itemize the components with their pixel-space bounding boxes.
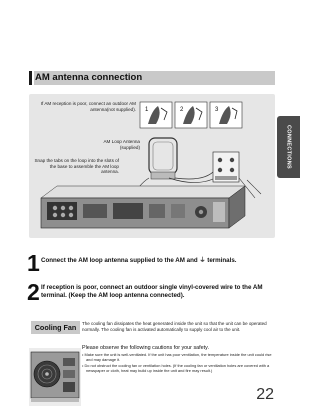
cooling-caution-bullet: • Do not obstruct the cooling fan or ventilation holes. (If the cooling fan or ventilation holes are covered with a newspaper or cloth, heat may build up inside the unit and fire may result.)	[82, 363, 270, 373]
side-tab-label: CONNECTIONS	[285, 125, 292, 169]
cooling-caution-heading: Please observe the following cautions for your safety.	[82, 345, 209, 351]
receiver-rear-panel-icon	[41, 178, 261, 228]
cooling-caution-bullet: • Make sure the unit is well-ventilated. If the unit has poor ventilation, the temperature inside the unit could rise and may damage it.	[82, 352, 272, 362]
cooling-caution-bullet-text: Do not obstruct the cooling fan or ventilation holes. (If the cooling fan or ventilation holes are covered with a newspaper or cloth, heat may build up inside the unit and fire may result.)	[84, 363, 270, 373]
antenna-terminal-block-icon	[213, 152, 239, 182]
step-text: If reception is poor, connect an outdoor single vinyl-covered wire to the AM terminal. (Keep the AM loop antenna connected).	[41, 284, 263, 300]
section-bar-accent	[29, 71, 32, 85]
cooling-fan-unit-icon	[29, 348, 81, 406]
page-number: 22	[256, 386, 274, 403]
callout-snap-tabs: Snap the tabs on the loop into the slots of the base to assemble the AM loop antenna.	[34, 158, 119, 175]
section-title: AM antenna connection	[35, 72, 143, 83]
cooling-fan-description: The cooling fan dissipates the heat generated inside the unit so that the unit can be operated normally. The cooling fan is activated automatically to supply cool air to the unit.	[82, 321, 267, 332]
assembly-step-label: 2	[180, 107, 184, 113]
step-number: 2	[27, 279, 40, 305]
assembly-step-label: 1	[145, 107, 149, 113]
step-number: 1	[27, 250, 40, 276]
side-tab-label-wrap	[277, 116, 300, 178]
cooling-caution-bullet-text: Make sure the unit is well-ventilated. If the unit has poor ventilation, the temperature inside the unit could rise and may damage it.	[84, 352, 272, 362]
assembly-steps-icon	[140, 102, 242, 128]
cooling-fan-label: Cooling Fan	[31, 321, 80, 334]
callout-loop-antenna: AM Loop Antenna (supplied)	[103, 139, 140, 150]
assembly-step-label: 3	[215, 107, 219, 113]
callout-poor-reception: If AM reception is poor, connect an outdoor AM antenna(not supplied).	[40, 101, 136, 112]
step-text: Connect the AM loop antenna supplied to the AM and ⏚ terminals.	[41, 257, 237, 264]
